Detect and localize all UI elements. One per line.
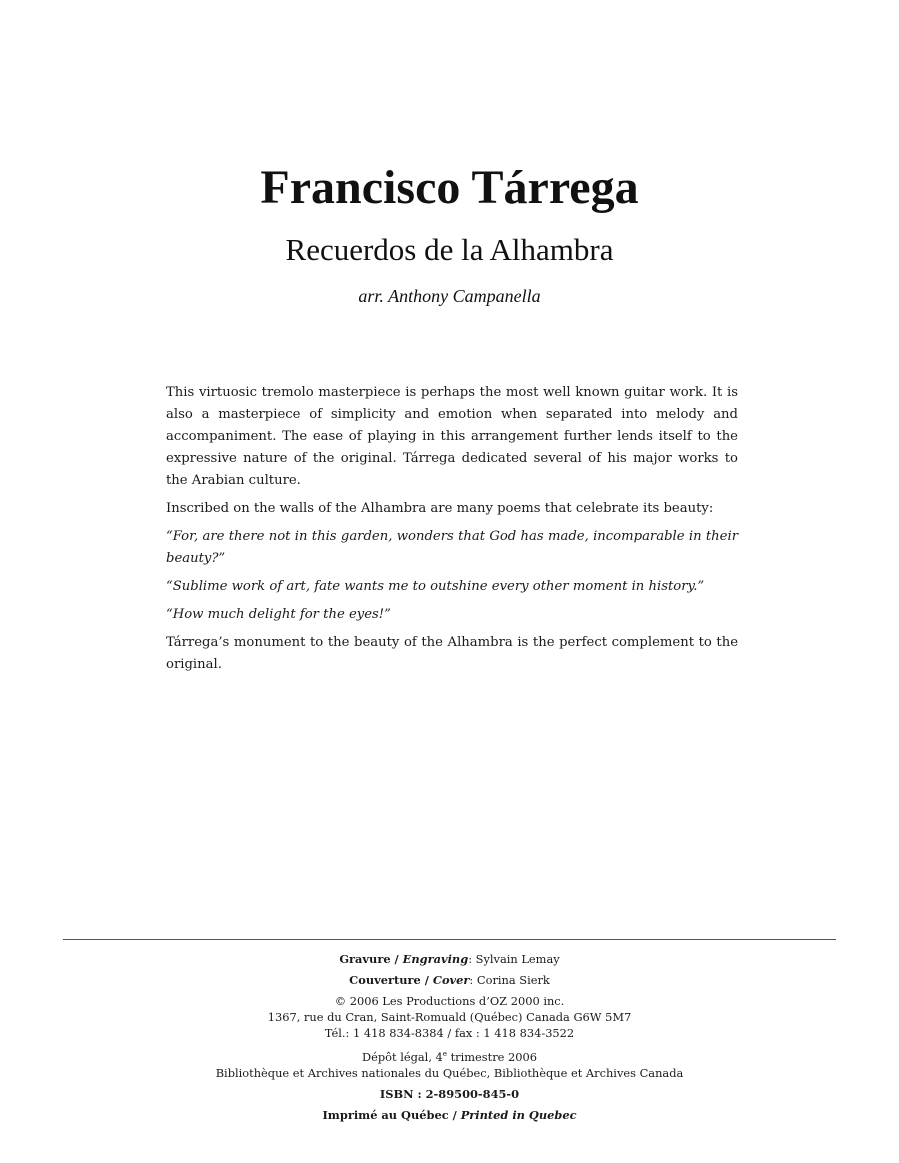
- engraver-name: : Sylvain Lemay: [468, 952, 560, 966]
- footer-divider: [63, 939, 836, 940]
- cover-artist-name: : Corina Sierk: [469, 973, 550, 987]
- description-paragraph: Inscribed on the walls of the Alhambra are many poems that celebrate its beauty:: [166, 501, 714, 516]
- poem-quote: “How much delight for the eyes!”: [166, 607, 391, 622]
- poem-quote: “Sublime work of art, fate wants me to outshine every other moment in history.”: [166, 579, 705, 594]
- isbn-line: ISBN : 2-89500-845-0: [379, 1086, 520, 1101]
- engraving-label-fr: Gravure: [339, 952, 391, 966]
- closing-paragraph: Tárrega’s monument to the beauty of the Alhambra is the perfect complement to the original.: [166, 635, 738, 672]
- legal-deposit-line: [0, 1046, 899, 1065]
- printed-fr: Imprimé au Québec: [322, 1107, 449, 1122]
- copyright-line: © 2006 Les Productions d’OZ 2000 inc.: [334, 994, 565, 1008]
- legal-deposit-ordinal: e: [442, 1050, 447, 1058]
- description-text: [166, 382, 738, 682]
- libraries-line: Bibliothèque et Archives nationales du Québec, Bibliothèque et Archives Canada: [215, 1065, 684, 1080]
- publication-credits: [0, 951, 899, 1123]
- address-line: 1367, rue du Cran, Saint-Romuald (Québec) Canada G6W 5M7: [267, 1010, 632, 1024]
- engraving-credit: [0, 951, 899, 967]
- printed-en: Printed in Quebec: [460, 1107, 577, 1122]
- composer-title: Francisco Tárrega: [260, 161, 639, 214]
- phone-line: Tél.: 1 418 834-8384 / fax : 1 418 834-3522: [324, 1026, 575, 1040]
- cover-label-en: Cover: [432, 973, 470, 987]
- description-paragraph: This virtuosic tremolo masterpiece is perhaps the most well known guitar work. It is also a masterpiece of simplicity and emotion when separated into melody and accompaniment. The ease of playing in this arrangement further lends itself to the expressive nature of the original. Tárrega dedicated several of his major works to the Arabian culture.: [166, 385, 738, 488]
- work-title: Recuerdos de la Alhambra: [285, 232, 614, 267]
- poem-quote: “For, are there not in this garden, wonders that God has made, incomparable in their beauty?”: [166, 529, 738, 566]
- arranger-credit: arr. Anthony Campanella: [358, 286, 541, 306]
- engraving-label-en: Engraving: [402, 952, 469, 966]
- cover-separator: /: [420, 973, 433, 987]
- cover-label-fr: Couverture: [349, 973, 421, 987]
- printed-separator: /: [448, 1107, 461, 1122]
- legal-deposit-prefix: Dépôt légal, 4: [361, 1049, 443, 1064]
- printed-in-line: [0, 1107, 899, 1123]
- cover-credit: [0, 972, 899, 988]
- legal-deposit-suffix: trimestre 2006: [446, 1049, 538, 1064]
- engraving-separator: /: [390, 952, 403, 966]
